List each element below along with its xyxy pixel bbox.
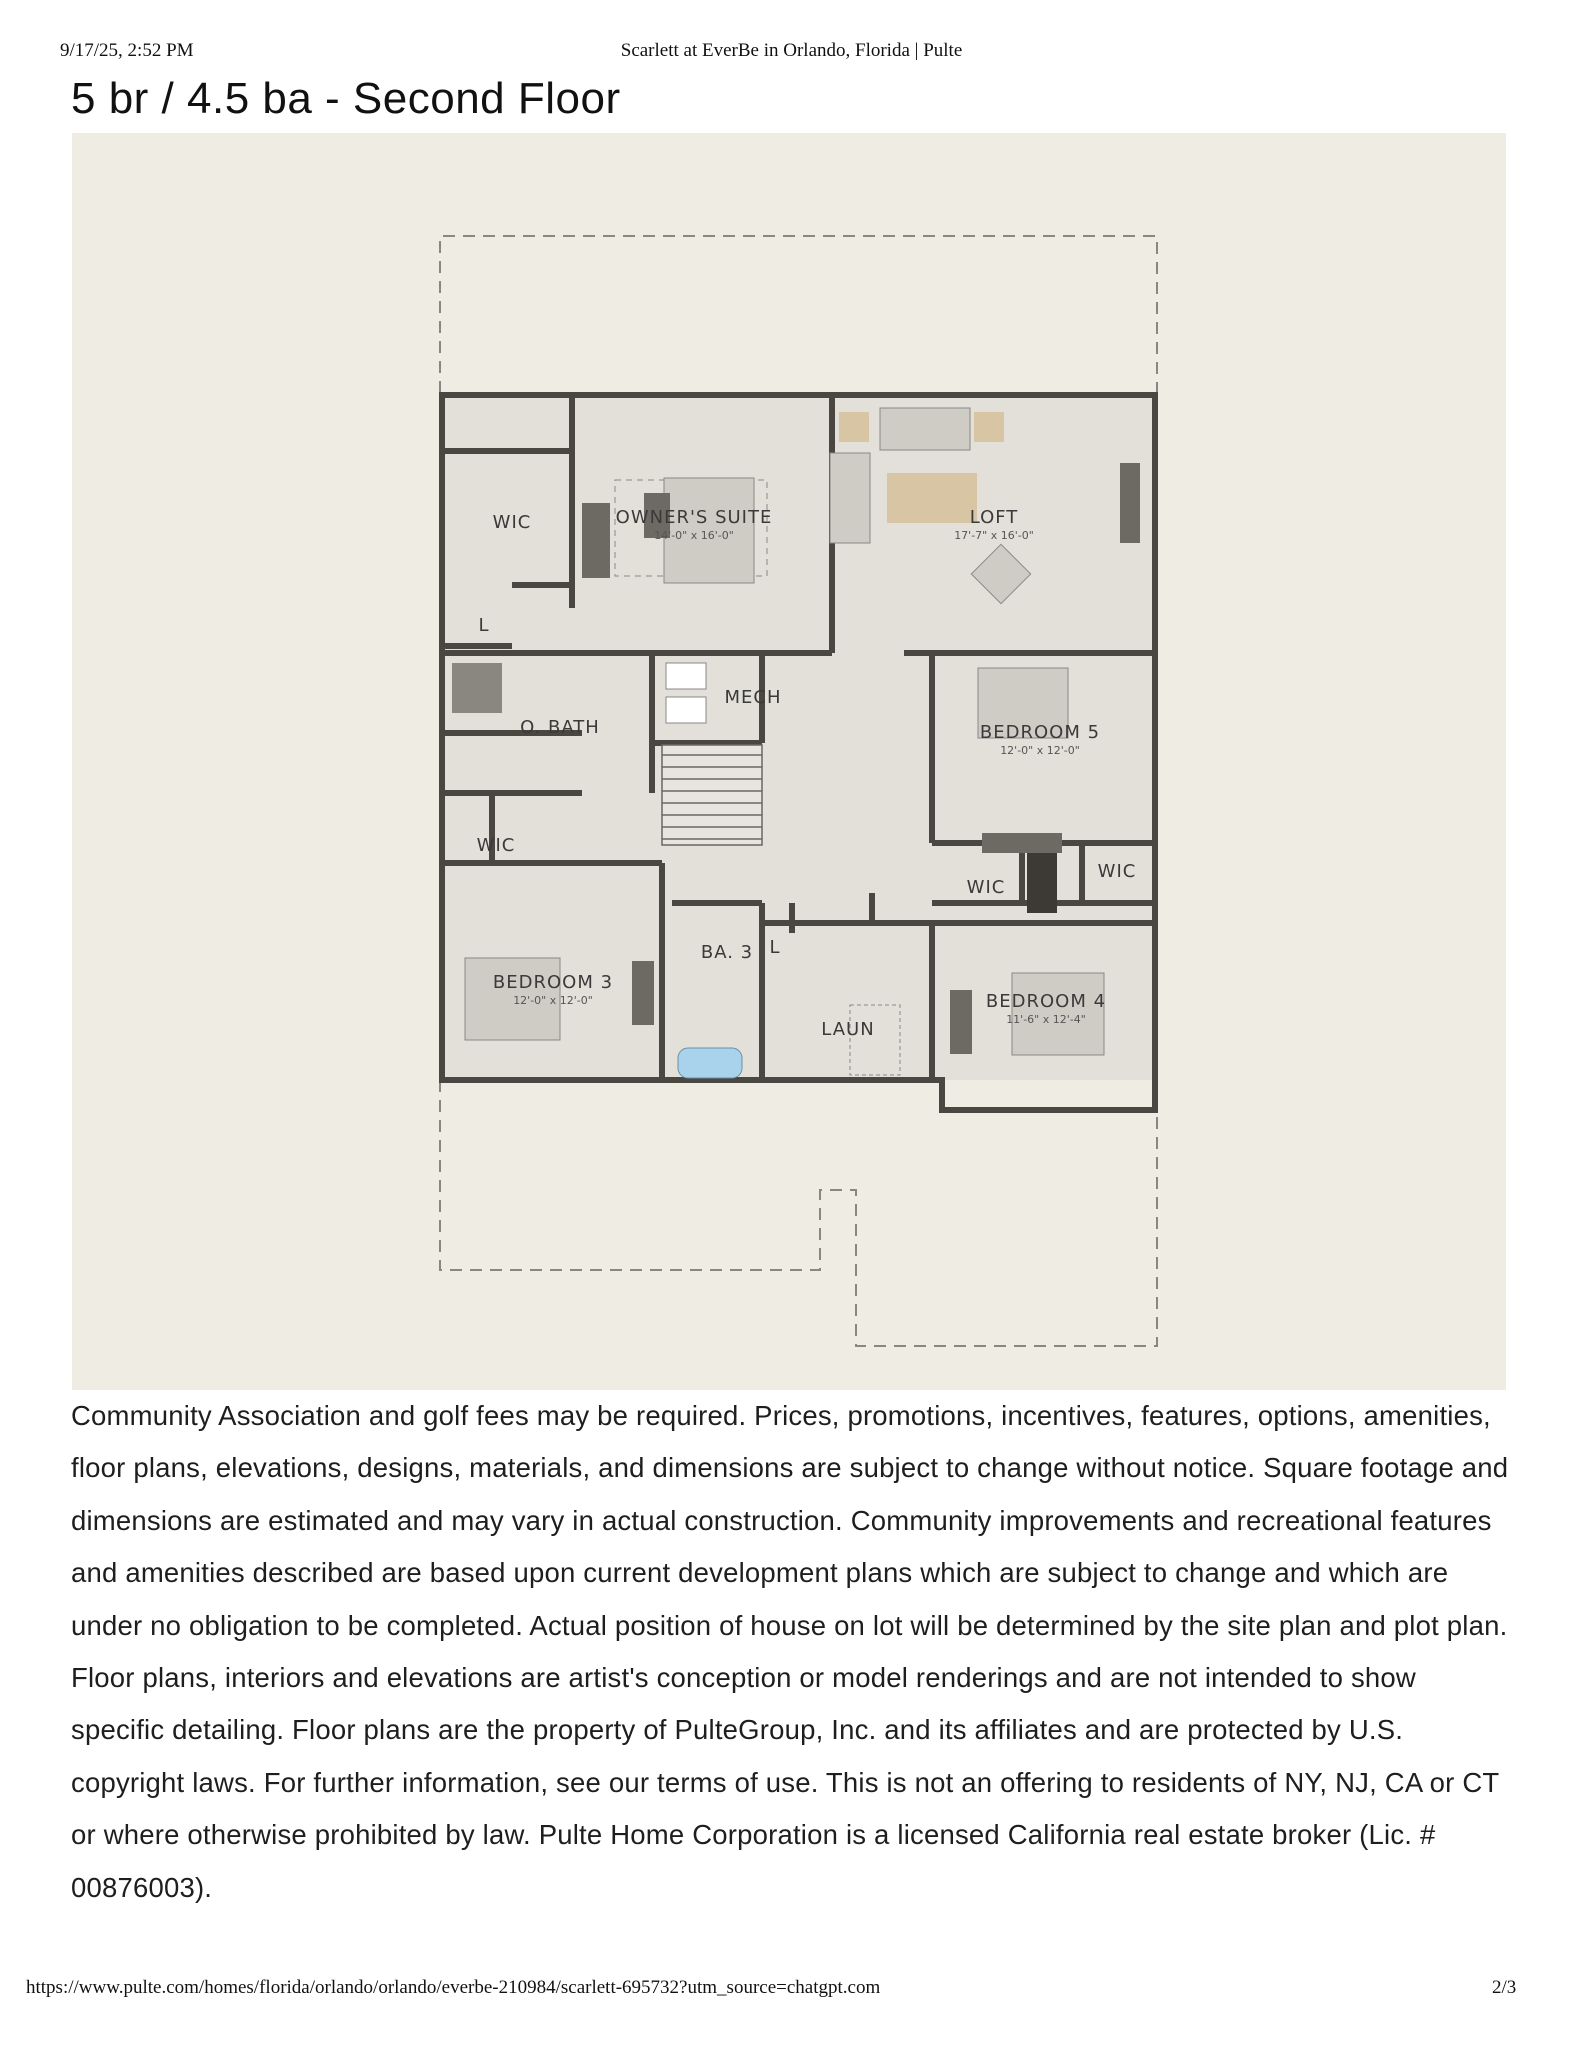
room-label-linen-owner: L <box>478 615 490 636</box>
floor-plan <box>72 133 1506 1390</box>
legal-disclaimer: Community Association and golf fees may be required. Prices, promotions, incentives, features, options, amenities, floor plans, elevations, designs, materials, and dimensions are subject to change without notice. Square footage and dimensions are estimated and may vary in actual construction. Community improvements and recreational features and amenities described are based upon current development plans which are subject to change and which are under no obligation to be completed. Actual position of house on lot will be determined by the site plan and plot plan. Floor plans, interiors and elevations are artist's conception or model renderings and are not intended to show specific detailing. Floor plans are the property of PulteGroup, Inc. and its affiliates and are protected by U.S. copyright laws. For further information, see our terms of use. This is not an offering to residents of NY, NJ, CA or CT or where otherwise prohibited by law. Pulte Home Corporation is a licensed California real estate broker (Lic. # 00876003). <box>71 1400 1509 1903</box>
room-label-laundry: LAUN <box>821 1019 875 1040</box>
room-label-owner-bath: O. BATH <box>520 717 600 738</box>
print-page-title: Scarlett at EverBe in Orlando, Florida | Pulte <box>620 40 963 61</box>
print-url: https://www.pulte.com/homes/florida/orlando/orlando/everbe-210984/scarlett-695732?utm_source=chatgpt.com <box>26 1977 881 1998</box>
room-label-bedroom-4: BEDROOM 4 <box>985 991 1107 1012</box>
room-label-bedroom-5: BEDROOM 5 <box>979 722 1101 743</box>
page-title: 5 br / 4.5 ba - Second Floor <box>71 74 621 123</box>
room-label-bedroom-3: BEDROOM 3 <box>492 972 614 993</box>
room-dim-owners-suite: 14'-0" x 16'-0" <box>654 529 734 542</box>
room-label-wic-bed5: WIC <box>1097 861 1137 882</box>
room-label-loft: LOFT <box>969 507 1019 528</box>
print-date: 9/17/25, 2:52 PM <box>60 40 194 61</box>
stairs <box>662 745 762 845</box>
room-label-bath-3: BA. 3 <box>700 942 754 963</box>
room-label-wic-bed4: WIC <box>966 877 1006 898</box>
floor-plan-drawing <box>72 133 1506 1390</box>
room-label-owners-suite: OWNER'S SUITE <box>615 507 773 528</box>
room-dim-loft: 17'-7" x 16'-0" <box>954 529 1034 542</box>
room-label-wic-owner: WIC <box>492 512 532 533</box>
room-label-wic-bed3: WIC <box>476 835 516 856</box>
room-label-mech: MECH <box>724 687 782 708</box>
room-dim-bedroom-3: 12'-0" x 12'-0" <box>513 994 593 1007</box>
room-dim-bedroom-4: 11'-6" x 12'-4" <box>1006 1013 1086 1026</box>
print-page-number: 2/3 <box>1492 1977 1517 1998</box>
room-dim-bedroom-5: 12'-0" x 12'-0" <box>1000 744 1080 757</box>
room-label-linen-hall: L <box>769 937 781 958</box>
